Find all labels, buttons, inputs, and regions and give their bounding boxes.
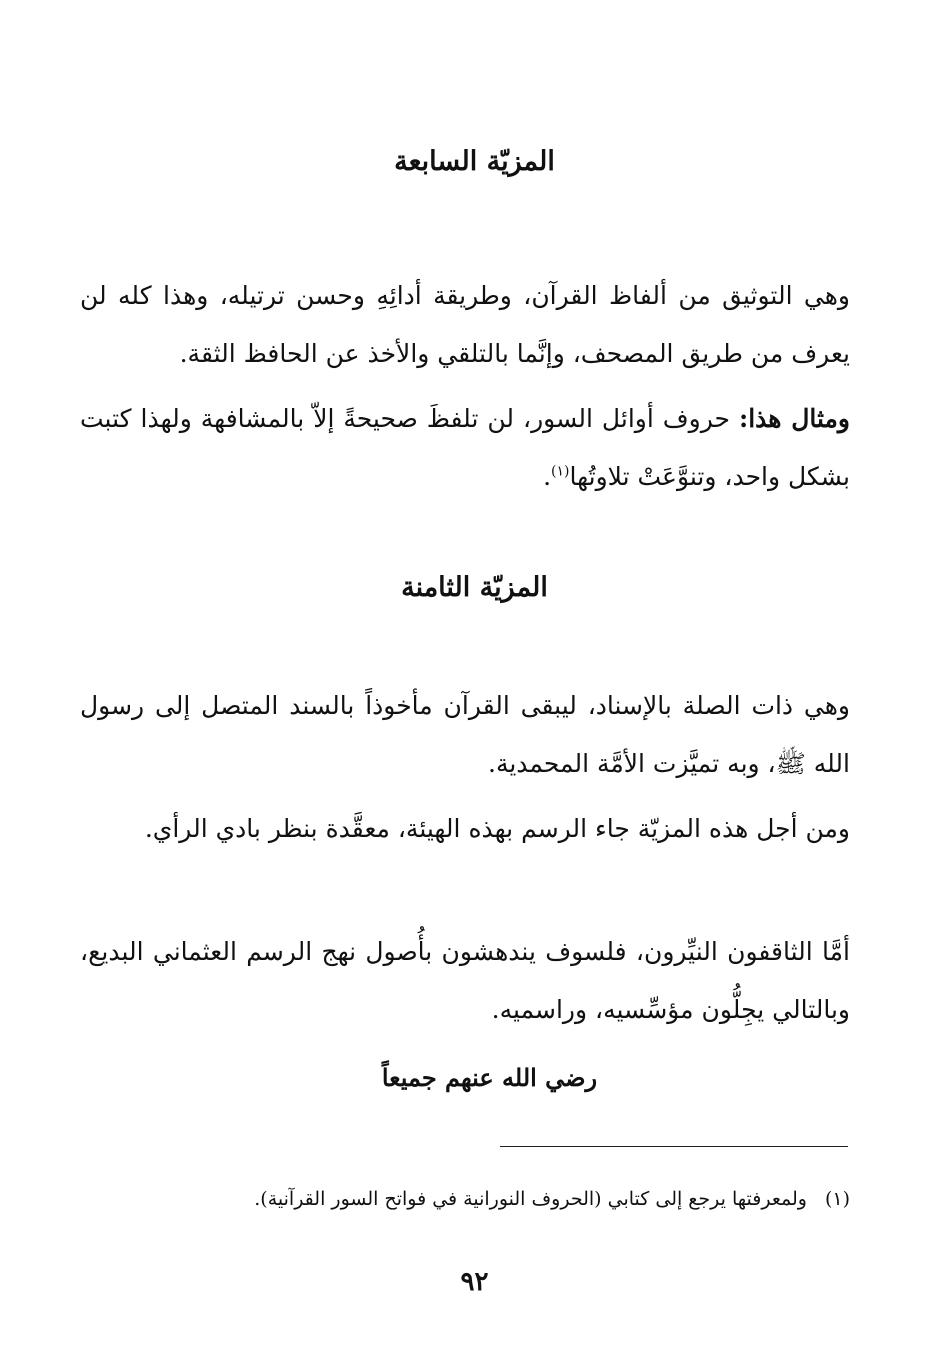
paragraph-eighth-2: ومن أجل هذه المزيّة جاء الرسم بهذه الهيئة، معقَّدة بنظر بادي الرأي.: [144, 814, 850, 843]
section-heading-seventh: المزيّة السابعة: [394, 146, 555, 177]
example-lead: ومثال هذا:: [738, 404, 850, 433]
page-number: ٩٢: [460, 1267, 489, 1297]
closing-invocation: رضي الله عنهم جميعاً: [381, 1063, 598, 1092]
example-end: .: [543, 462, 552, 491]
section-heading-eighth: المزيّة الثامنة: [401, 572, 548, 603]
footnote-number: (١): [824, 1188, 850, 1210]
footnote: [120, 1182, 850, 1216]
paragraph-seventh-2: [80, 390, 850, 506]
footnote-text: ولمعرفتها يرجع إلى كتابي (الحروف النورانية في فواتح السور القرآنية).: [254, 1188, 807, 1210]
paragraph-seventh-1: وهي التوثيق من ألفاظ القرآن، وطريقة أدائِهِ وحسن ترتيله، وهذا كله لن يعرف من طريق المصحف، وإنَّما بالتلقي والأخذ عن الحافظ الثقة.: [80, 281, 850, 368]
example-text: حروف أوائل السور، لن تلفظَ صحيحةً إلاّ بالمشافهة ولهذا كتبت بشكل واحد، وتنوَّعَتْ تلاوتُها: [80, 404, 850, 491]
paragraph-eighth-1: وهي ذات الصلة بالإسناد، ليبقى القرآن مأخوذاً بالسند المتصل إلى رسول الله ﷺ، وبه تميَّزت الأمَّة المحمدية.: [80, 691, 850, 778]
footnote-divider: [500, 1146, 848, 1147]
footnote-reference[interactable]: (١): [551, 463, 570, 480]
paragraph-eighth-3: أمَّا الثاقفون النيِّرون، فلسوف يندهشون بأُصول نهج الرسم العثماني البديع، وبالتالي يجِلُّون مؤسِّسيه، وراسميه.: [80, 937, 850, 1024]
